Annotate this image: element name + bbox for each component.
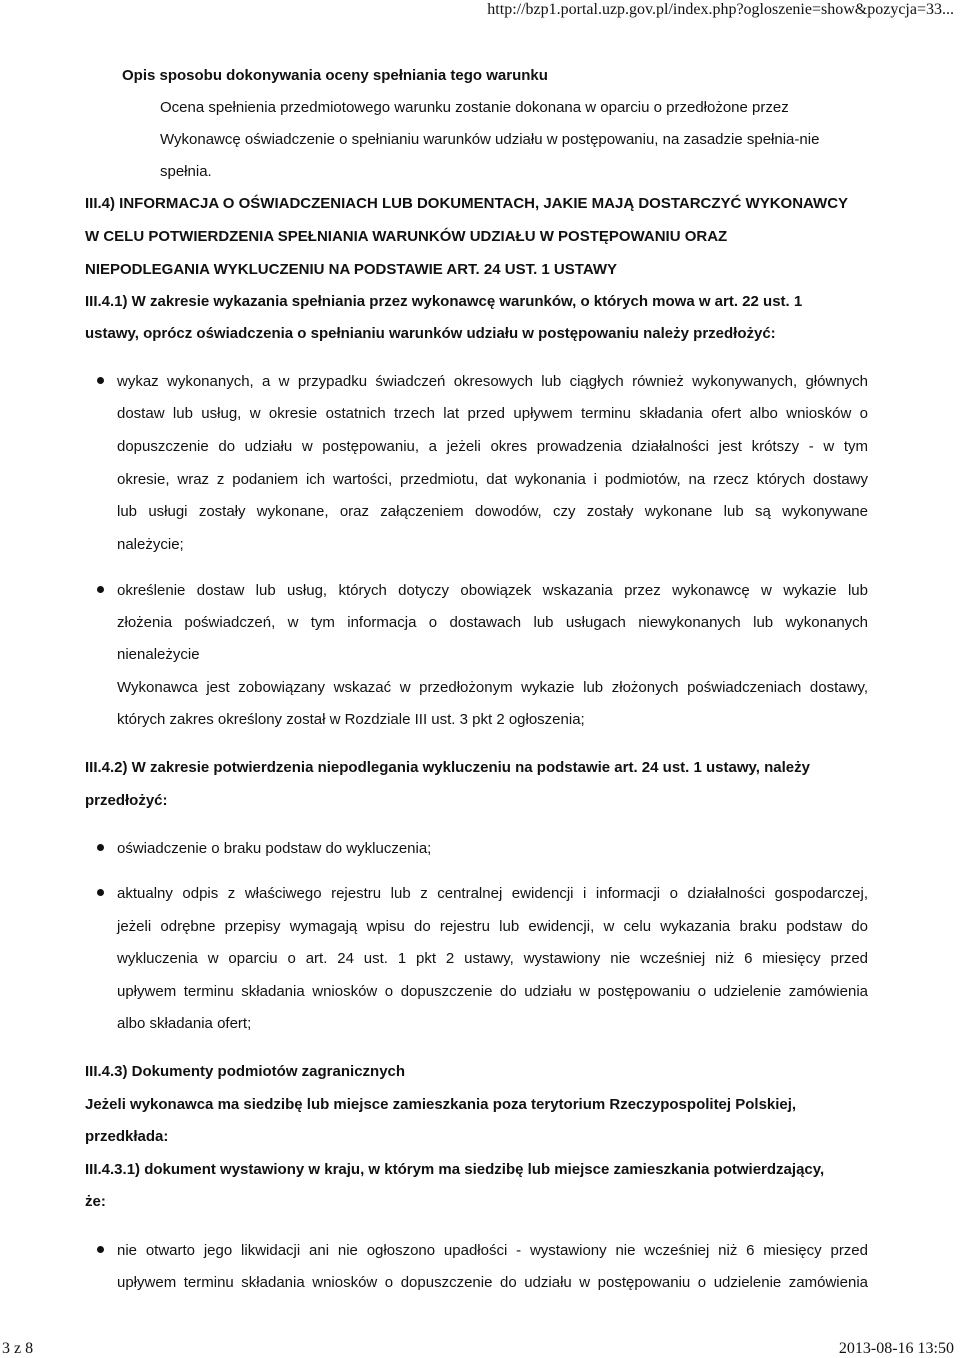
section-heading: W CELU POTWIERDZENIA SPEŁNIANIA WARUNKÓW UDZIAŁU W POSTĘPOWANIU ORAZ bbox=[85, 228, 728, 245]
list-item-line: określenie dostaw lub usług, których dotyczy obowiązek wskazania przez wykonawcę w wykazie lub bbox=[117, 582, 868, 599]
opis-line: spełnia. bbox=[160, 163, 212, 180]
opis-line: Ocena spełnienia przedmiotowego warunku zostanie dokonana w oparciu o przedłożone przez bbox=[160, 99, 789, 116]
list-item-line: albo składania ofert; bbox=[117, 1015, 252, 1032]
list-item-line: lub usługi zostały wykonane, oraz załączeniem dowodów, czy zostały wykonane lub są wykonywane bbox=[117, 503, 868, 520]
list-item-line: nienależycie bbox=[117, 646, 200, 663]
note-line: których zakres określony został w Rozdziale III ust. 3 pkt 2 ogłoszenia; bbox=[117, 711, 585, 728]
bullet-icon bbox=[97, 586, 104, 593]
subsection-text: przedkłada: bbox=[85, 1128, 169, 1145]
subsection-text: Jeżeli wykonawca ma siedzibę lub miejsce zamieszkania poza terytorium Rzeczypospolitej Polskiej, bbox=[85, 1096, 797, 1113]
list-item-line: okresie, wraz z podaniem ich wartości, przedmiotu, dat wykonania i podmiotów, na rzecz których dostawy bbox=[117, 471, 868, 488]
list-item-line: nie otwarto jego likwidacji ani nie ogłoszono upadłości - wystawiony nie wcześniej niż 6 miesięcy przed bbox=[117, 1242, 868, 1259]
opis-line: Wykonawcę oświadczenie o spełnianiu warunków udziału w postępowaniu, na zasadzie spełnia-nie bbox=[160, 131, 820, 148]
list-item-line: wykaz wykonanych, a w przypadku świadczeń okresowych lub ciągłych również wykonywanych, głównych bbox=[117, 373, 868, 390]
list-item-line: dopuszczenie do udziału w postępowaniu, a jeżeli okres prowadzenia działalności jest krótszy - w tym bbox=[117, 438, 868, 455]
bullet-icon bbox=[97, 844, 104, 851]
section-heading: III.4) INFORMACJA O OŚWIADCZENIACH LUB DOKUMENTACH, JAKIE MAJĄ DOSTARCZYĆ WYKONAWCY bbox=[85, 195, 849, 212]
bullet-icon bbox=[97, 889, 104, 896]
list-item-line: dostaw lub usług, w okresie ostatnich trzech lat przed upływem terminu składania ofert albo wniosków o bbox=[117, 405, 868, 422]
note-line: Wykonawca jest zobowiązany wskazać w przedłożonym wykazie lub złożonych poświadczeniach dostawy, bbox=[117, 679, 868, 696]
bullet-icon bbox=[97, 1246, 104, 1253]
list-item-line: aktualny odpis z właściwego rejestru lub z centralnej ewidencji i informacji o działalności gospodarczej, bbox=[117, 885, 868, 902]
section-heading: NIEPODLEGANIA WYKLUCZENIU NA PODSTAWIE ART. 24 UST. 1 USTAWY bbox=[85, 261, 617, 278]
page-number: 3 z 8 bbox=[2, 1340, 34, 1357]
list-item-line: oświadczenie o braku podstaw do wykluczenia; bbox=[117, 840, 432, 857]
subsection-heading: że: bbox=[85, 1193, 106, 1210]
print-datetime: 2013-08-16 13:50 bbox=[838, 1340, 954, 1357]
opis-heading: Opis sposobu dokonywania oceny spełniania tego warunku bbox=[122, 67, 548, 84]
bullet-icon bbox=[97, 377, 104, 384]
page-url: http://bzp1.portal.uzp.gov.pl/index.php?ogloszenie=show&pozycja=33... bbox=[487, 1, 954, 18]
subsection-heading: III.4.1) W zakresie wykazania spełniania przez wykonawcę warunków, o których mowa w art. 22 ust. 1 bbox=[85, 293, 803, 310]
subsection-heading: III.4.3) Dokumenty podmiotów zagranicznych bbox=[85, 1063, 406, 1080]
subsection-heading: przedłożyć: bbox=[85, 792, 168, 809]
list-item-line: upływem terminu składania wniosków o dopuszczenie do udziału w postępowaniu o udzielenie zamówienia bbox=[117, 983, 868, 1000]
subsection-heading: III.4.3.1) dokument wystawiony w kraju, w którym ma siedzibę lub miejsce zamieszkania potwierdzający, bbox=[85, 1161, 825, 1178]
list-item-line: złożenia poświadczeń, w tym informacja o dostawach lub usługach niewykonanych lub wykonanych bbox=[117, 614, 868, 631]
list-item-line: upływem terminu składania wniosków o dopuszczenie do udziału w postępowaniu o udzielenie zamówienia bbox=[117, 1274, 868, 1291]
subsection-heading: ustawy, oprócz oświadczenia o spełnianiu warunków udziału w postępowaniu należy przedłożyć: bbox=[85, 325, 776, 342]
list-item-line: należycie; bbox=[117, 536, 184, 553]
list-item-line: wykluczenia w oparciu o art. 24 ust. 1 pkt 2 ustawy, wystawiony nie wcześniej niż 6 miesięcy przed bbox=[117, 950, 868, 967]
list-item-line: jeżeli odrębne przepisy wymagają wpisu do rejestru lub ewidencji, w celu wykazania braku podstaw do bbox=[117, 918, 868, 935]
subsection-heading: III.4.2) W zakresie potwierdzenia niepodlegania wykluczeniu na podstawie art. 24 ust. 1 ustawy, należy bbox=[85, 759, 810, 776]
